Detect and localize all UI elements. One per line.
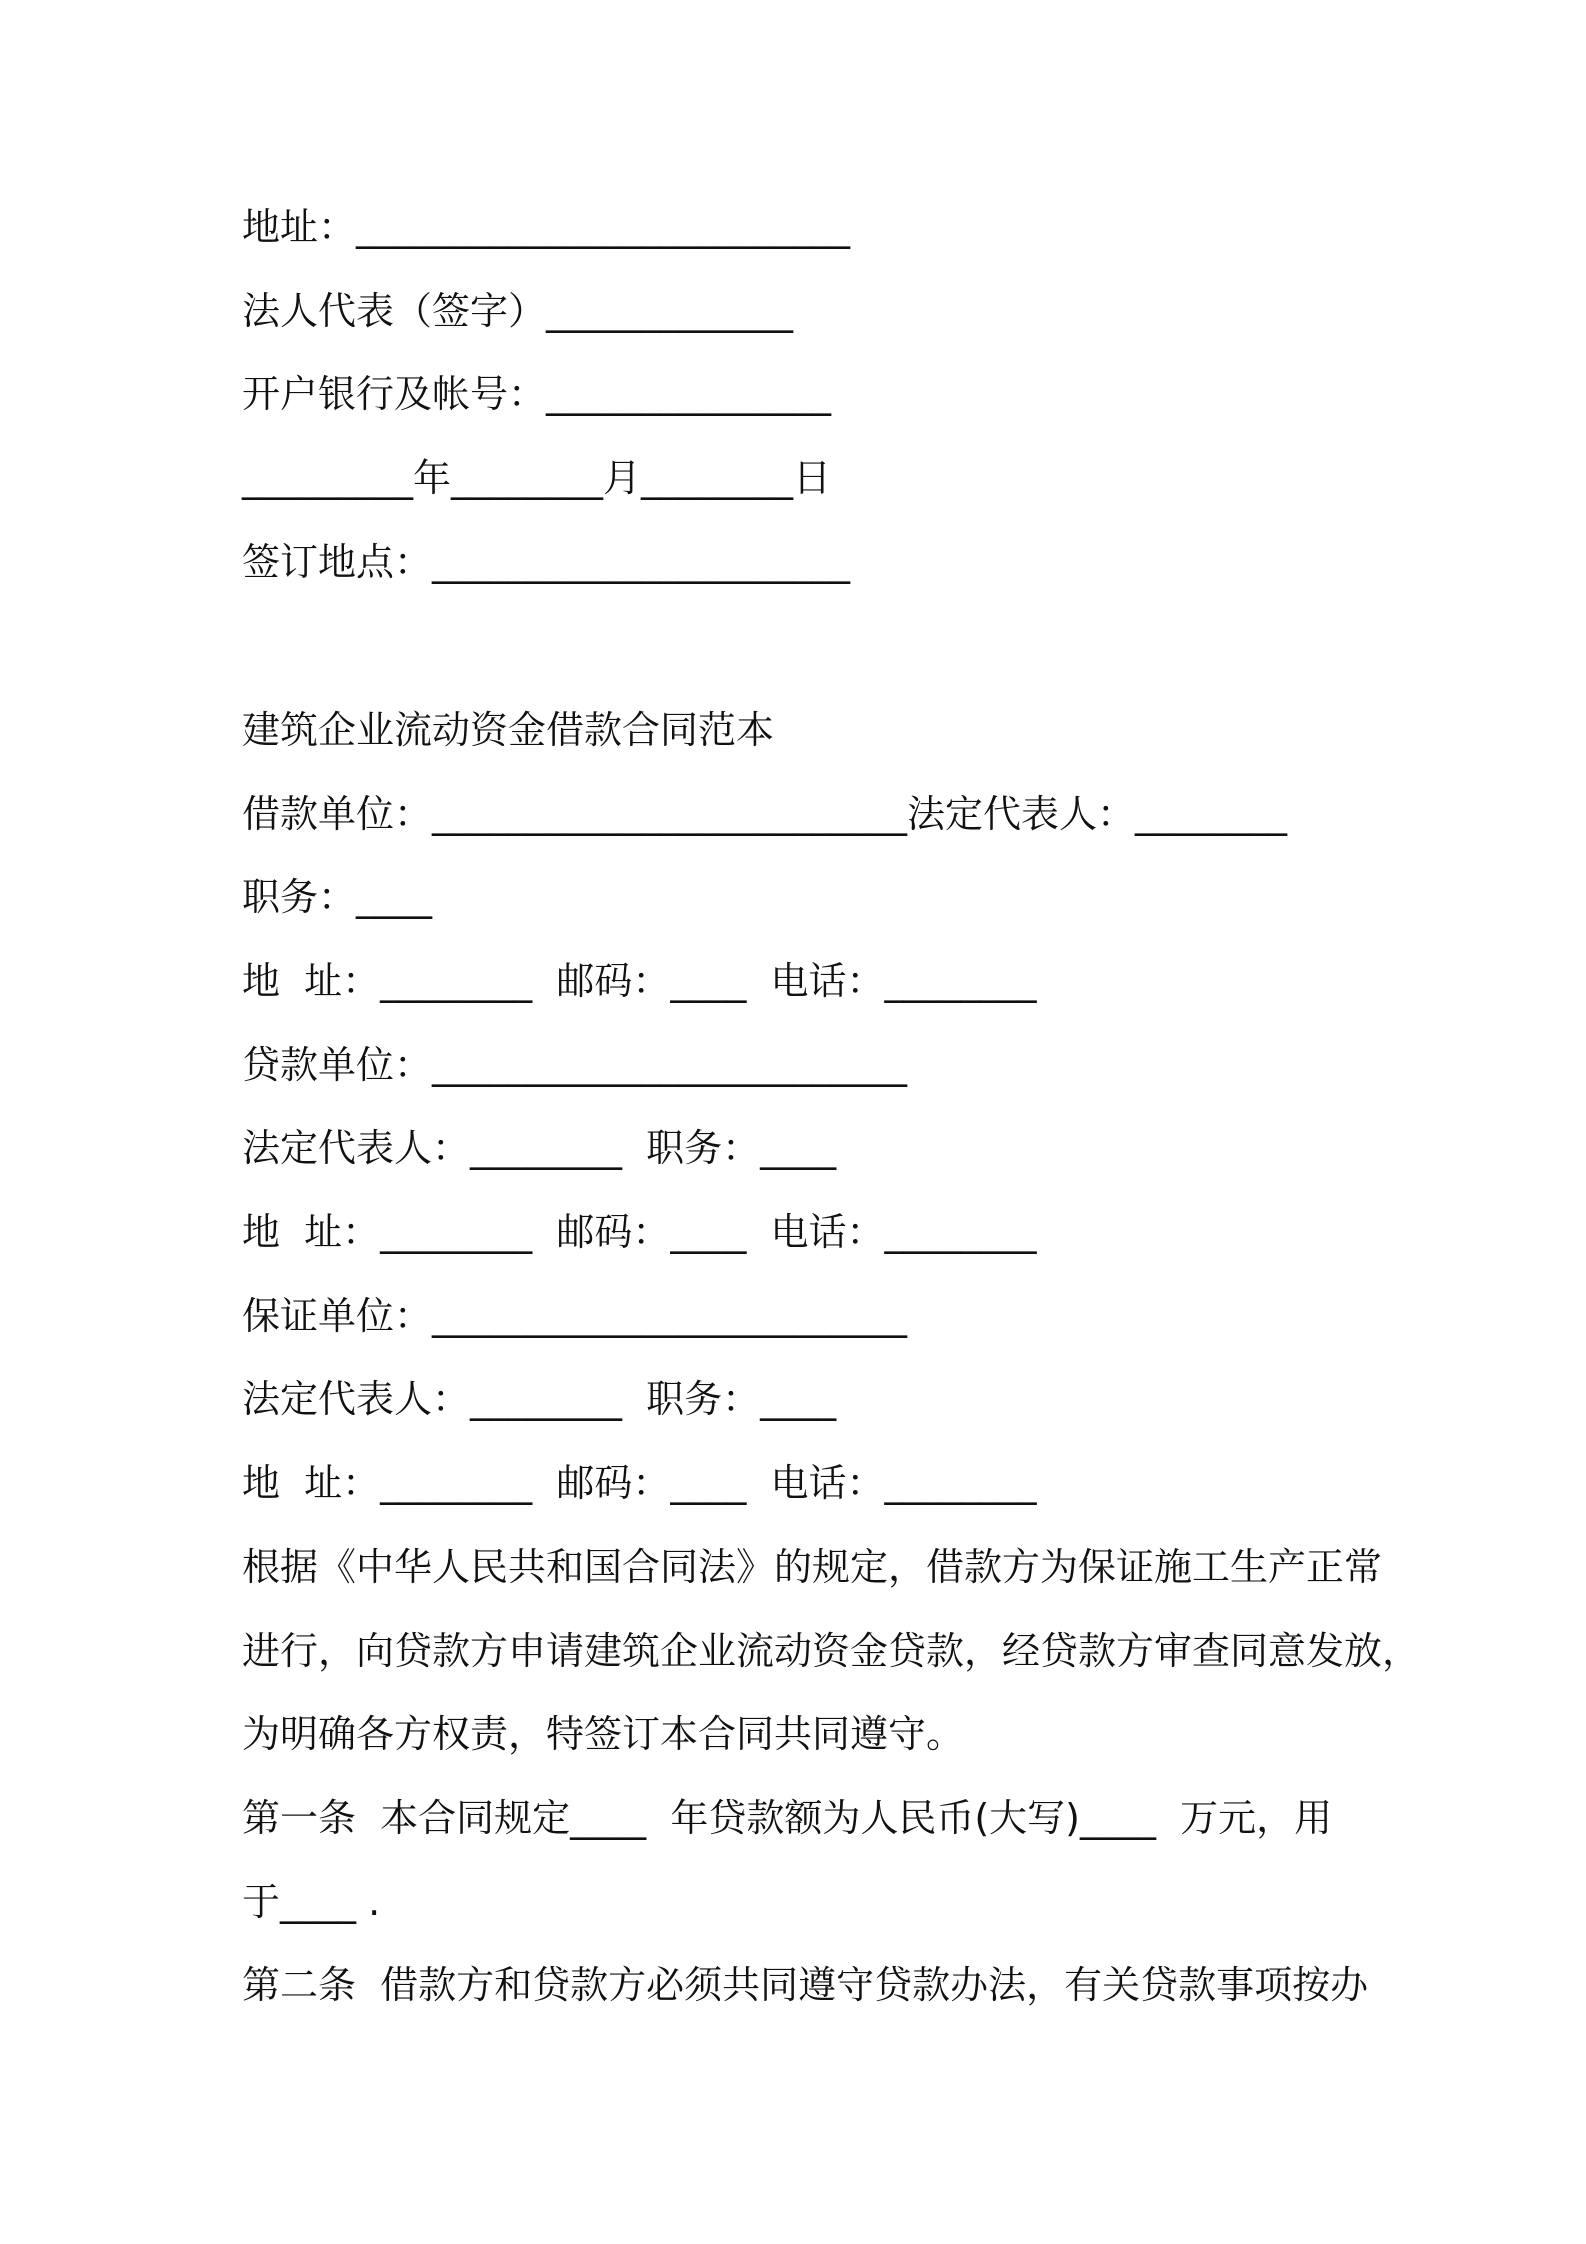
article-1-line-2: 于____ . bbox=[242, 1880, 381, 1924]
legal-rep-signature-line: 法人代表（签字）_____________ bbox=[242, 289, 794, 333]
lender-address-line: 地 址：________ 邮码：____ 电话：________ bbox=[242, 1210, 1037, 1254]
article-1-line-1: 第一条 本合同规定____ 年贷款额为人民币(大写)____ 万元，用 bbox=[242, 1796, 1333, 1840]
signing-place-line: 签订地点：______________________ bbox=[242, 540, 851, 584]
preamble-line-1: 根据《中华人民共和国合同法》的规定，借款方为保证施工生产正常 bbox=[242, 1545, 1383, 1589]
guarantor-address-line: 地 址：________ 邮码：____ 电话：________ bbox=[242, 1461, 1037, 1505]
lender-line: 贷款单位：_________________________ bbox=[242, 1043, 908, 1087]
guarantor-rep-line: 法定代表人：________ 职务：____ bbox=[242, 1377, 837, 1421]
borrower-address-line: 地 址：________ 邮码：____ 电话：________ bbox=[242, 959, 1037, 1003]
guarantor-line: 保证单位：_________________________ bbox=[242, 1294, 908, 1338]
lender-rep-line: 法定代表人：________ 职务：____ bbox=[242, 1126, 837, 1170]
article-2-line-1: 第二条 借款方和贷款方必须共同遵守贷款办法，有关贷款事项按办 bbox=[242, 1963, 1369, 2007]
document-title: 建筑企业流动资金借款合同范本 bbox=[242, 708, 775, 752]
date-line: _________年________月________日 bbox=[242, 456, 832, 500]
borrower-position-line: 职务：____ bbox=[242, 875, 433, 919]
address-line: 地址：__________________________ bbox=[242, 205, 851, 249]
bank-account-line: 开户银行及帐号：_______________ bbox=[242, 372, 832, 416]
preamble-line-2: 进行，向贷款方申请建筑企业流动资金贷款，经贷款方审查同意发放， bbox=[242, 1629, 1421, 1673]
borrower-line: 借款单位：_________________________法定代表人：________ bbox=[242, 792, 1288, 836]
preamble-line-3: 为明确各方权责，特签订本合同共同遵守。 bbox=[242, 1712, 965, 1756]
